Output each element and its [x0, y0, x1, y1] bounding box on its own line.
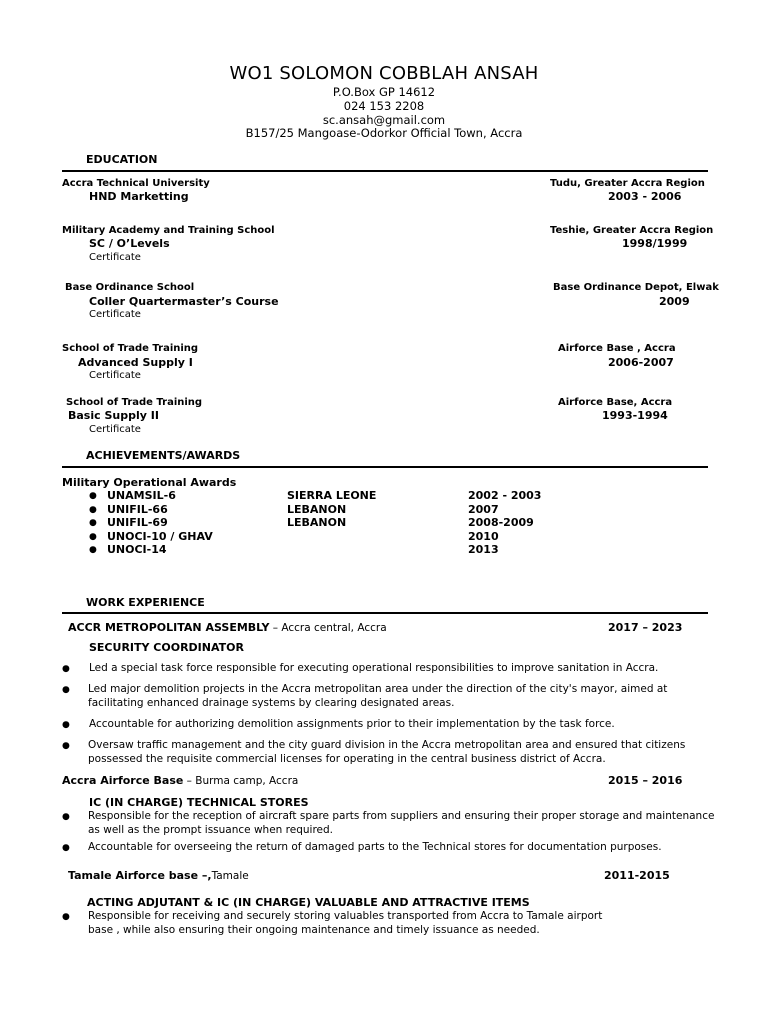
certificate-label: Certificate [89, 370, 141, 381]
achievements-heading: ACHIEVEMENTS/AWARDS [86, 449, 241, 462]
section-divider [62, 612, 708, 614]
award-years: 2007 [468, 503, 499, 516]
job-duty: Oversaw traffic management and the city guard division in the Accra metropolitan area and ensured that citizens possessed the requisite commercial licenses for operating in the central business district of Accra. [88, 739, 686, 765]
award-years: 2002 - 2003 [468, 489, 542, 502]
institution: School of Trade Training [62, 343, 199, 354]
job-location: Tamale [211, 870, 249, 882]
bullet-icon: ● [62, 720, 70, 730]
job-employer: Accra Airforce Base [62, 774, 184, 787]
awards-title: Military Operational Awards [62, 476, 237, 489]
education-years: 2003 - 2006 [608, 190, 682, 203]
award-years: 2008-2009 [468, 516, 534, 529]
job-duty: Led major demolition projects in the Accra metropolitan area under the direction of the city's mayor, aimed at facilitating enhanced drainage systems by clearing designated areas. [88, 683, 668, 709]
job-years: 2011-2015 [604, 869, 670, 882]
bullet-icon: ● [89, 518, 97, 528]
award-mission: UNOCI-14 [107, 543, 167, 556]
education-location: Airforce Base, Accra [558, 397, 673, 408]
qualification: SC / O’Levels [89, 237, 170, 250]
bullet-icon: ● [62, 843, 70, 853]
job-duty: Led a special task force responsible for executing operational responsibilities to improve sanitation in Accra. [89, 662, 659, 674]
home-address: B157/25 Mangoase-Odorkor Official Town, Accra [245, 126, 523, 140]
job-employer-line [68, 869, 249, 882]
education-location: Base Ordinance Depot, Elwak [553, 282, 719, 293]
job-role: SECURITY COORDINATOR [89, 641, 244, 654]
award-mission: UNAMSIL-6 [107, 489, 176, 502]
institution: Base Ordinance School [65, 282, 195, 293]
qualification: Basic Supply II [68, 409, 159, 422]
award-mission: UNIFIL-69 [107, 516, 168, 529]
education-location: Teshie, Greater Accra Region [550, 225, 714, 236]
award-country: LEBANON [287, 516, 347, 529]
job-employer: ACCR METROPOLITAN ASSEMBLY [68, 621, 270, 634]
job-employer-line [62, 774, 298, 787]
phone-number: 024 153 2208 [343, 99, 425, 113]
po-box: P.O.Box GP 14612 [332, 85, 436, 99]
job-role: ACTING ADJUTANT & IC (IN CHARGE) VALUABLE AND ATTRACTIVE ITEMS [87, 896, 530, 909]
bullet-icon: ● [89, 532, 97, 542]
bullet-icon: ● [62, 741, 70, 751]
job-employer-line [68, 621, 387, 634]
bullet-icon: ● [62, 812, 70, 822]
award-years: 2013 [468, 543, 499, 556]
award-mission: UNIFIL-66 [107, 503, 168, 516]
award-years: 2010 [468, 530, 499, 543]
section-divider [62, 170, 708, 172]
certificate-label: Certificate [89, 309, 141, 320]
email-address: sc.ansah@gmail.com [322, 113, 446, 127]
certificate-label: Certificate [89, 424, 141, 435]
job-role: IC (IN CHARGE) TECHNICAL STORES [89, 796, 309, 809]
job-location: – Burma camp, Accra [183, 775, 299, 787]
qualification: HND Marketting [89, 190, 189, 203]
job-duty: Responsible for receiving and securely storing valuables transported from Accra to Tamale airport base , while also ensuring their ongoing maintenance and timely issuance as needed. [88, 910, 603, 936]
job-duty: Responsible for the reception of aircraft spare parts from suppliers and ensuring their proper storage and maintenance as well as the prompt issuance when required. [88, 810, 715, 836]
institution: Military Academy and Training School [62, 225, 275, 236]
job-years: 2015 – 2016 [608, 774, 683, 787]
award-mission: UNOCI-10 / GHAV [107, 530, 213, 543]
education-location: Airforce Base , Accra [558, 343, 676, 354]
work-heading: WORK EXPERIENCE [86, 596, 205, 609]
bullet-icon: ● [62, 664, 70, 674]
institution: School of Trade Training [66, 397, 203, 408]
job-years: 2017 – 2023 [608, 621, 683, 634]
certificate-label: Certificate [89, 252, 141, 263]
education-years: 2006-2007 [608, 356, 674, 369]
qualification: Coller Quartermaster’s Course [89, 295, 279, 308]
bullet-icon: ● [62, 912, 70, 922]
institution: Accra Technical University [62, 178, 210, 189]
section-divider [62, 466, 708, 468]
education-years: 2009 [659, 295, 690, 308]
bullet-icon: ● [89, 545, 97, 555]
job-duty: Accountable for authorizing demolition assignments prior to their implementation by the task force. [89, 718, 615, 730]
education-years: 1998/1999 [622, 237, 688, 250]
job-duty: Accountable for overseeing the return of damaged parts to the Technical stores for documentation purposes. [88, 841, 662, 853]
education-heading: EDUCATION [86, 153, 158, 166]
bullet-icon: ● [89, 505, 97, 515]
education-location: Tudu, Greater Accra Region [550, 178, 705, 189]
bullet-icon: ● [89, 491, 97, 501]
qualification: Advanced Supply I [78, 356, 193, 369]
candidate-name: WO1 SOLOMON COBBLAH ANSAH [229, 63, 539, 84]
education-years: 1993-1994 [602, 409, 668, 422]
bullet-icon: ● [62, 685, 70, 695]
award-country: SIERRA LEONE [287, 489, 377, 502]
award-country: LEBANON [287, 503, 347, 516]
job-location: – Accra central, Accra [269, 622, 387, 634]
job-employer: Tamale Airforce base –, [68, 869, 212, 882]
